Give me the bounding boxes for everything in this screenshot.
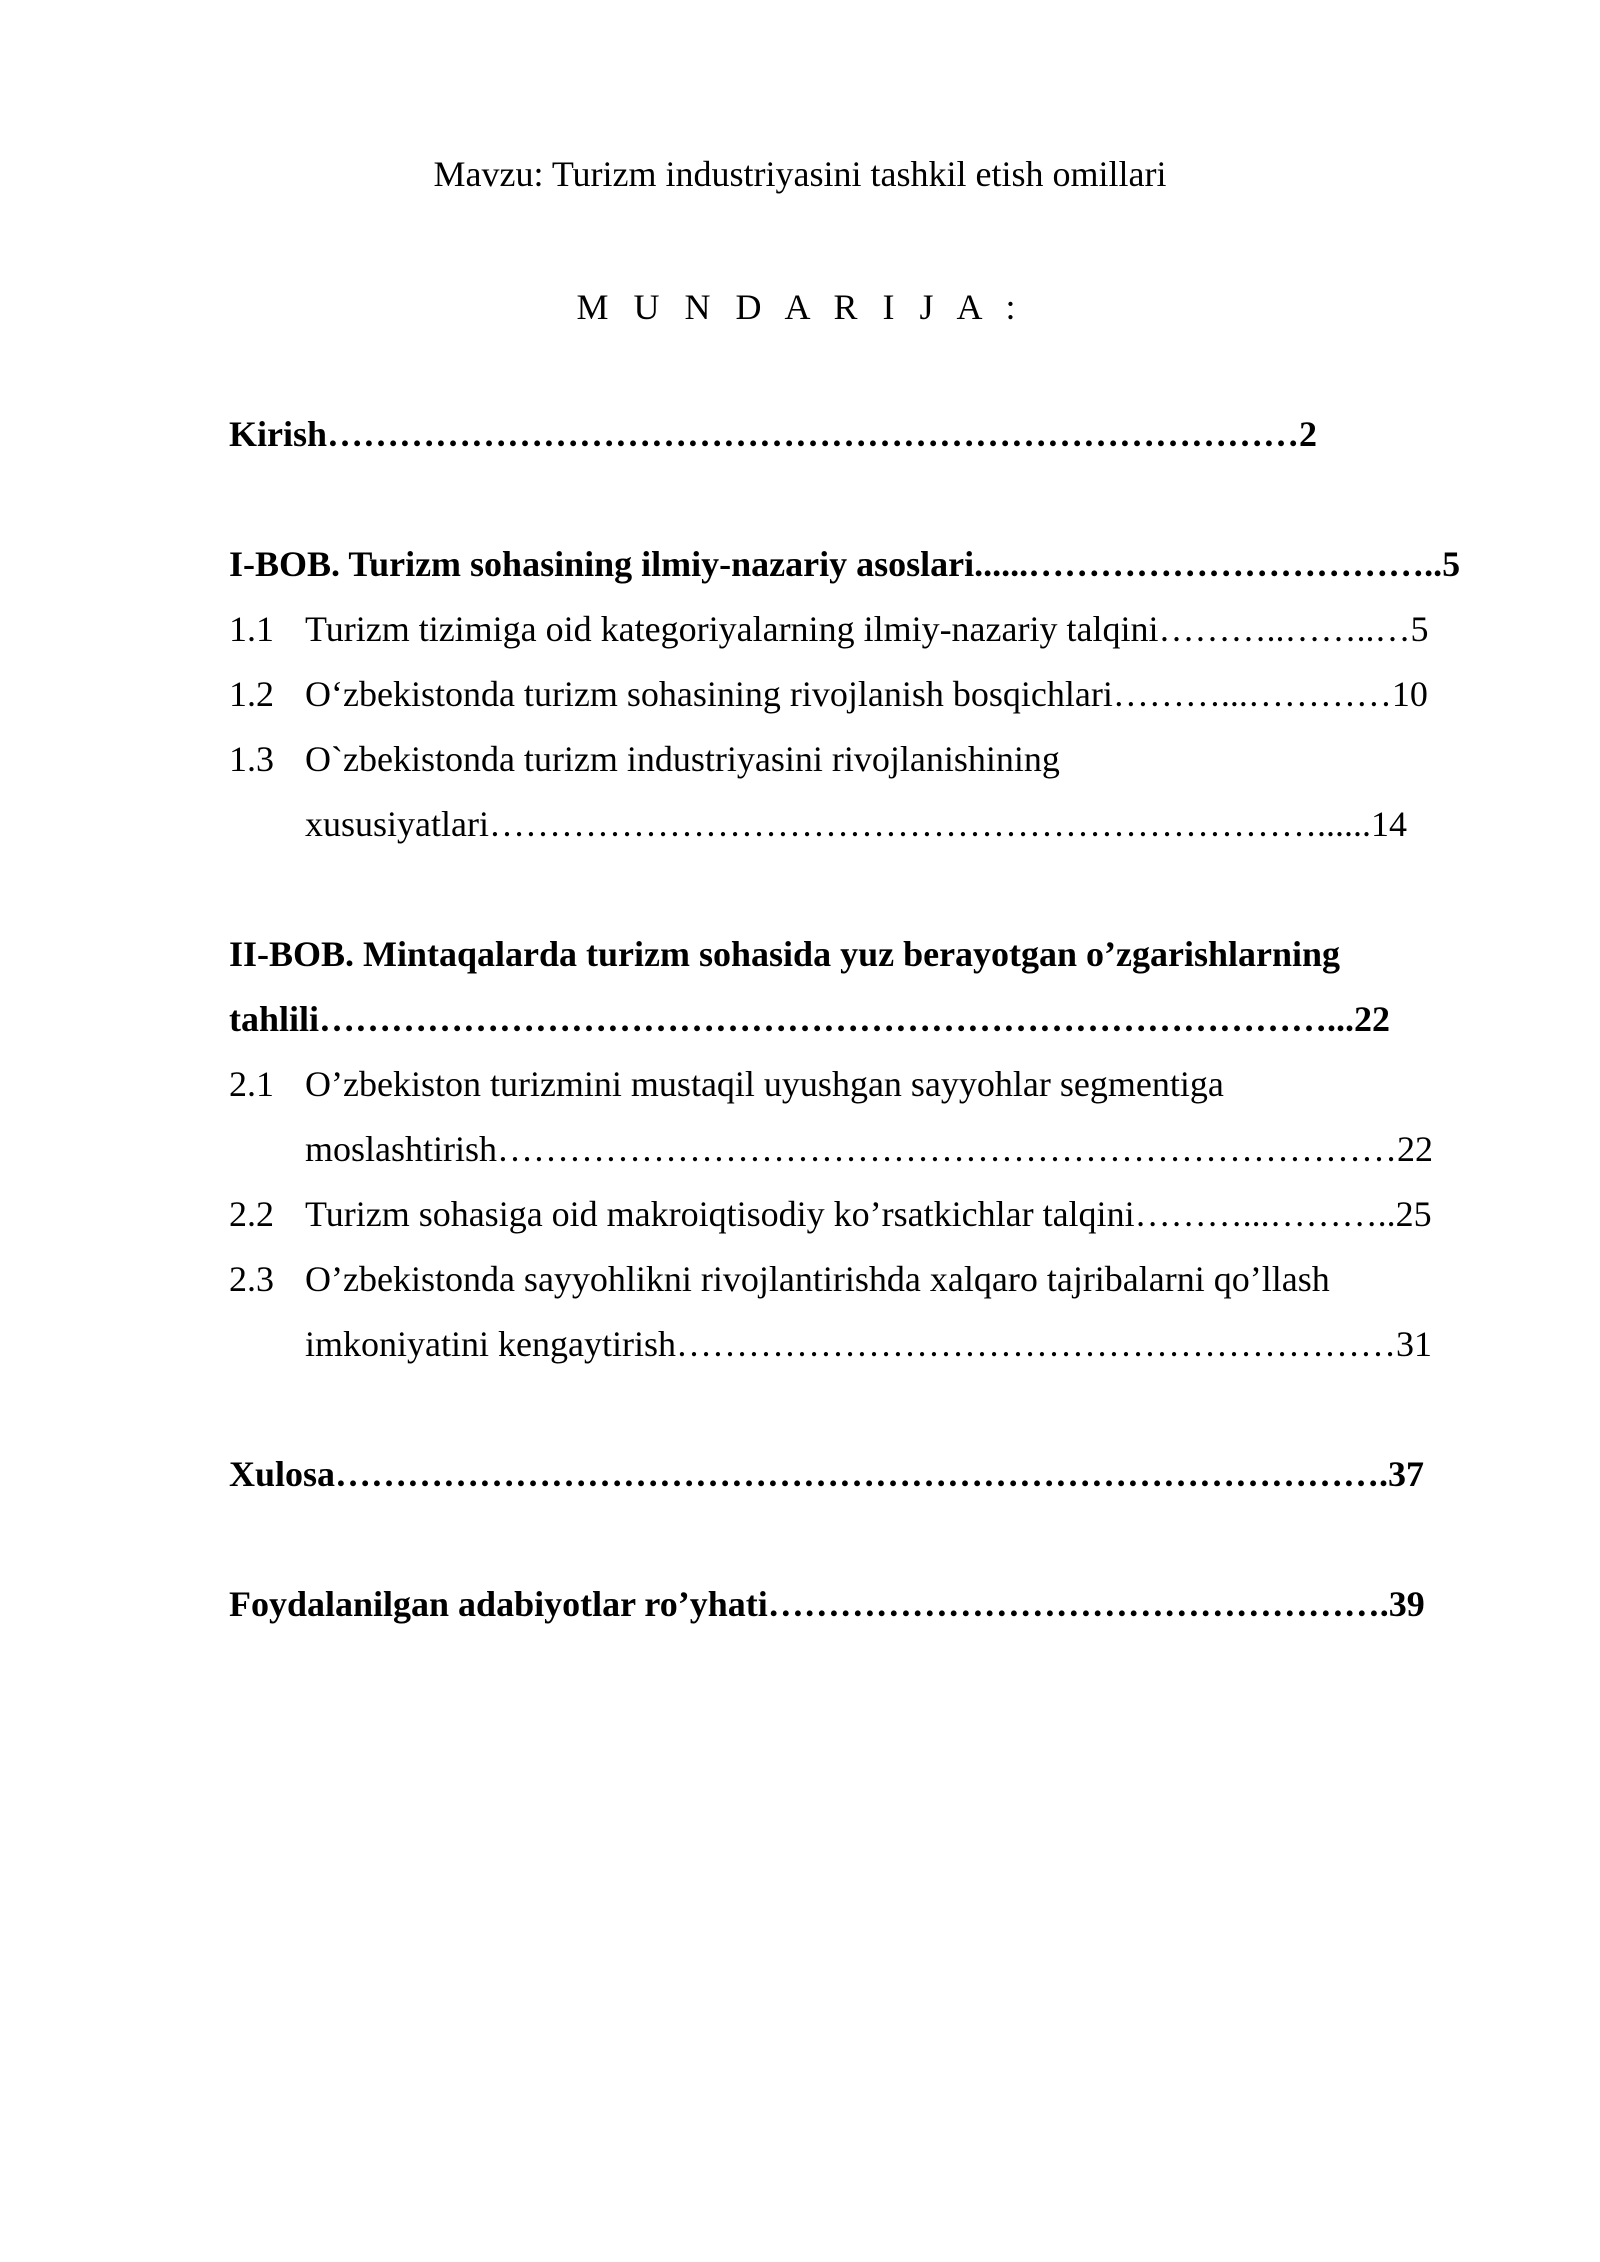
toc-entry-kirish: Kirish………………………………………………………………………2 [229, 414, 1318, 454]
toc-chapter-1-title: I-BOB. Turizm sohasining ilmiy-nazariy asoslari......……………………………..5 [229, 544, 1461, 584]
toc-entry-adabiyotlar: Foydalanilgan adabiyotlar ro’yhati…………………………………………….39 [229, 1584, 1425, 1624]
toc-item-text: Turizm tizimiga oid kategoriyalarning ilmiy-nazariy talqini………..……..…5 [305, 609, 1429, 649]
toc-item-text: O`zbekistonda turizm industriyasini rivojlanishining [305, 739, 1060, 779]
toc-item-text: O’zbekiston turizmini mustaqil uyushgan sayyohlar segmentiga [305, 1064, 1224, 1104]
toc-item-number: 1.3 [229, 739, 274, 779]
toc-item-continuation: moslashtirish…………………………………………………………………22 [305, 1129, 1434, 1169]
toc-heading: M U N D A R I J A : [576, 287, 1024, 327]
toc-item-continuation: imkoniyatini kengaytirish……………………………………………………31 [305, 1324, 1432, 1364]
toc-item-number: 2.1 [229, 1064, 274, 1104]
toc-item-number: 2.2 [229, 1194, 274, 1234]
toc-chapter-2-title-continuation: tahlili…………………………………………………………………………...22 [229, 999, 1391, 1039]
toc-chapter-2-title: II-BOB. Mintaqalarda turizm sohasida yuz berayotgan o’zgarishlarning [229, 934, 1341, 974]
toc-item-number: 2.3 [229, 1259, 274, 1299]
toc-item-number: 1.1 [229, 609, 274, 649]
toc-item-number: 1.2 [229, 674, 274, 714]
toc-item-continuation: xususiyatlari……………………………………………………………......14 [305, 804, 1407, 844]
toc-item-text: O’zbekistonda sayyohlikni rivojlantirishda xalqaro tajribalarni qo’llash [305, 1259, 1330, 1299]
toc-item-text: O‘zbekistonda turizm sohasining rivojlanish bosqichlari………...…………10 [305, 674, 1428, 714]
toc-entry-xulosa: Xulosa…………………………………………………………………………….37 [229, 1454, 1425, 1494]
toc-item-text: Turizm sohasiga oid makroiqtisodiy ko’rsatkichlar talqini………...………..25 [305, 1194, 1432, 1234]
topic-title: Mavzu: Turizm industriyasini tashkil etish omillari [433, 154, 1167, 194]
